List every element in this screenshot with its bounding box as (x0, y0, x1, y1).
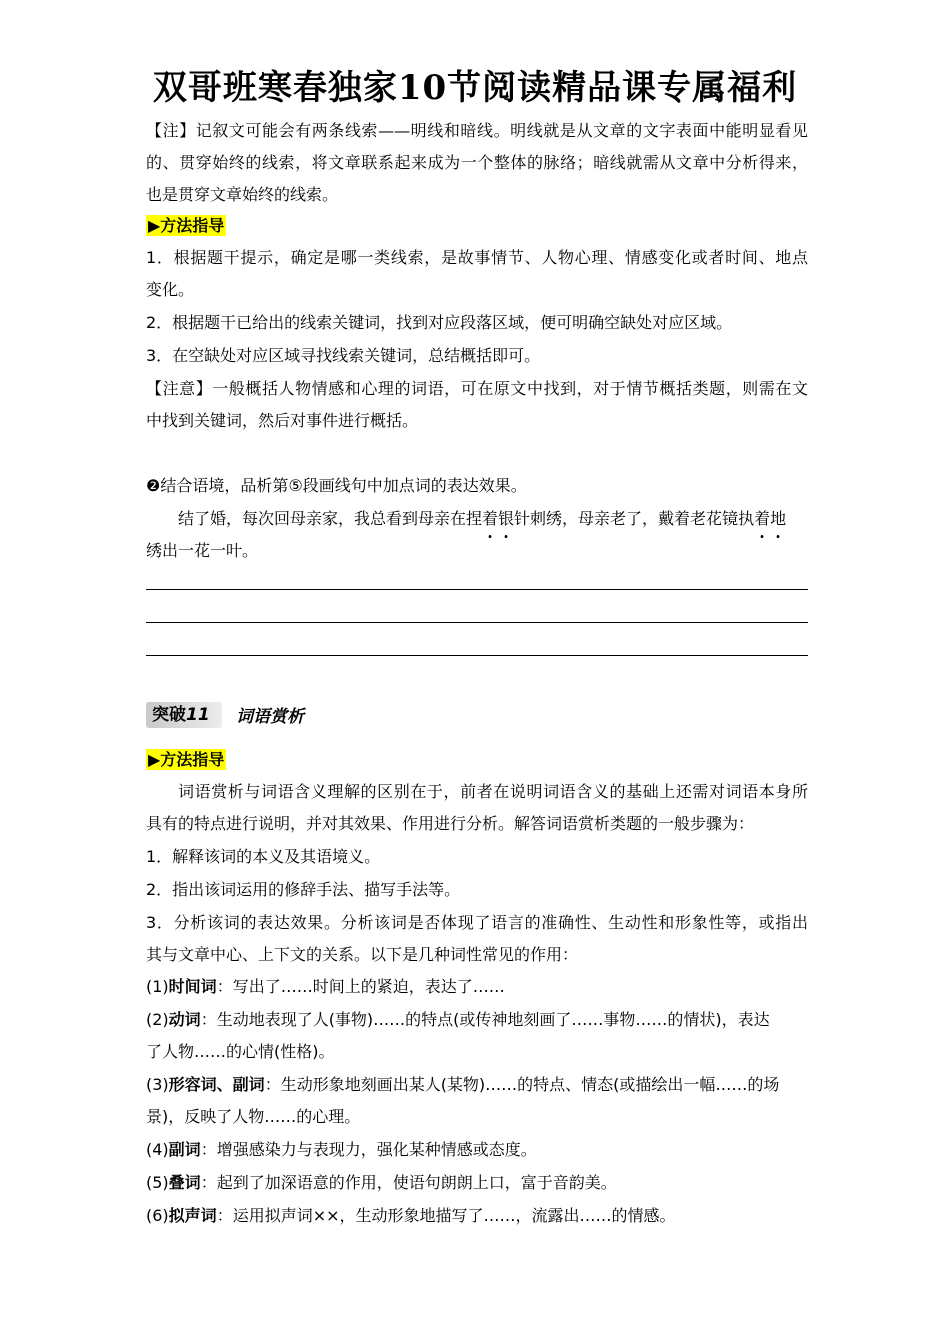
step-item: 3．分析该词的表达效果。分析该词是否体现了语言的准确性、生动性和形象性等，或指出 (146, 913, 808, 932)
word-type-number: (1) (146, 977, 169, 996)
step-item: 1．解释该词的本义及其语境义。 (146, 847, 381, 866)
word-type-number: (3) (146, 1075, 169, 1094)
word-type-continuation: 景)，反映了人物……的心理。 (146, 1107, 361, 1126)
word-type-term: 拟声词 (168, 1206, 217, 1225)
dotted-word (466, 509, 498, 528)
word-type-item (146, 1004, 808, 1036)
emphasis-dot-char: 着 (482, 509, 499, 528)
intro-line: 具有的特点进行说明，并对其效果、作用进行分析。解答词语赏析类题的一般步骤为： (146, 814, 755, 833)
word-type-item (146, 971, 808, 1003)
passage-text: 银针刺绣，母亲老了，戴着老花镜 (498, 509, 739, 528)
section-badge-number: 11 (186, 705, 210, 725)
word-type-number: (5) (146, 1173, 169, 1192)
emphasis-dot-char: 着 (754, 509, 771, 528)
word-type-number: (4) (146, 1140, 169, 1159)
emphasis-dot-char: 执 (738, 509, 755, 528)
word-type-text: ：运用拟声词××，生动形象地描写了……，流露出……的情感。 (216, 1206, 676, 1225)
step-item: 2．指出该词运用的修辞手法、描写手法等。 (146, 880, 461, 899)
word-type-text: ：起到了加深语意的作用，使语句朗朗上口，富于音韵美。 (200, 1173, 617, 1192)
method-item: 变化。 (146, 280, 195, 299)
passage-text: 结了婚，每次回母亲家，我总看到母亲在 (178, 509, 467, 528)
method-item: 2．根据题干已给出的线索关键词，找到对应段落区域，便可明确空缺处对应区域。 (146, 313, 733, 332)
page-title: 双哥班寒春独家10节阅读精品课专属福利 (152, 68, 798, 108)
word-type-term: 时间词 (168, 977, 217, 996)
word-type-item (146, 1134, 808, 1166)
word-type-number: (2) (146, 1010, 169, 1029)
section-badge-text: 突破 (152, 705, 186, 725)
word-type-term: 叠词 (168, 1173, 201, 1192)
method-heading-label: ▶方法指导 (148, 750, 225, 769)
emphasis-dot-char: 捏 (466, 509, 483, 528)
word-type-number: (6) (146, 1206, 169, 1225)
passage-text: 地 (770, 509, 787, 528)
word-type-term: 形容词、副词 (168, 1075, 265, 1094)
method-heading (146, 744, 808, 776)
section-badge (146, 702, 222, 728)
answer-line[interactable] (146, 589, 808, 590)
word-type-text: ：生动形象地刻画出某人(某物)……的特点、情态(或描绘出一幅……的场 (264, 1075, 780, 1094)
question-prompt: ❷结合语境，品析第⑤段画线句中加点词的表达效果。 (146, 476, 527, 495)
word-type-continuation: 了人物……的心情(性格)。 (146, 1042, 335, 1061)
attention-line: 中找到关键词，然后对事件进行概括。 (146, 411, 419, 430)
method-item: 3．在空缺处对应区域寻找线索关键词，总结概括即可。 (146, 346, 541, 365)
word-type-text: ：增强感染力与表现力，强化某种情感或态度。 (200, 1140, 537, 1159)
word-type-term: 副词 (168, 1140, 201, 1159)
answer-line[interactable] (146, 655, 808, 656)
word-type-text: ：生动地表现了人(事物)……的特点(或传神地刻画了……事物……的情状)，表达 (200, 1010, 770, 1029)
step-item: 其与文章中心、上下文的关系。以下是几种词性常见的作用： (146, 945, 579, 964)
word-type-term: 动词 (168, 1010, 201, 1029)
attention-line: 【注意】一般概括人物情感和心理的词语，可在原文中找到，对于情节概括类题，则需在文 (146, 379, 808, 398)
word-type-item (146, 1069, 808, 1101)
question-passage (146, 503, 808, 535)
word-type-item (146, 1167, 808, 1199)
word-type-item (146, 1200, 808, 1232)
note-line: 也是贯穿文章始终的线索。 (146, 185, 339, 204)
section-label: 词语赏析 (236, 707, 304, 727)
method-heading (146, 210, 808, 242)
dotted-word (738, 509, 770, 528)
method-heading-label: ▶方法指导 (148, 216, 225, 235)
method-item: 1．根据题干提示，确定是哪一类线索，是故事情节、人物心理、情感变化或者时间、地点 (146, 248, 808, 267)
answer-line[interactable] (146, 622, 808, 623)
question-passage-line: 绣出一花一叶。 (146, 541, 259, 560)
intro-line: 词语赏析与词语含义理解的区别在于，前者在说明词语含义的基础上还需对词语本身所 (178, 782, 808, 801)
note-line: 【注】记叙文可能会有两条线索——明线和暗线。明线就是从文章的文字表面中能明显看见 (146, 121, 808, 140)
word-type-text: ：写出了……时间上的紧迫，表达了…… (216, 977, 505, 996)
note-line: 的、贯穿始终的线索，将文章联系起来成为一个整体的脉络；暗线就需从文章中分析得来， (146, 153, 808, 172)
